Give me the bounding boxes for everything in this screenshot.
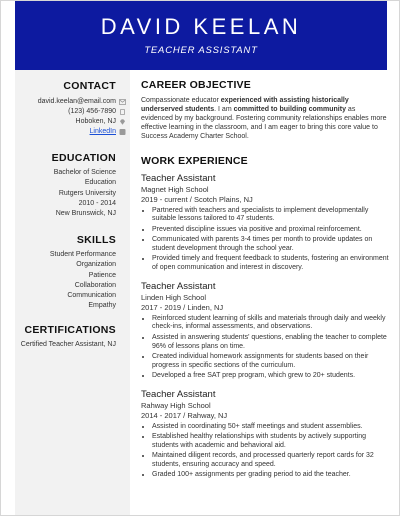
job-entry	[141, 173, 389, 273]
objective-text	[141, 97, 389, 142]
job-entry	[141, 389, 389, 480]
location-icon	[119, 119, 126, 125]
job-bullet: • Partnered with teachers and specialists to implement developmentally suitable lessons tailored to 47 students.	[152, 207, 389, 225]
job-bullet: • Provided timely and frequent feedback to students, fostering an environment of open communication and interest in discovery.	[152, 255, 389, 273]
objective-part: . I am	[214, 105, 234, 113]
job-location: Scotch Plains, NJ	[193, 194, 253, 204]
contact-location	[76, 117, 126, 127]
sidebar	[15, 70, 130, 516]
education-degree: Bachelor of Science	[53, 169, 116, 176]
job-entry	[141, 281, 389, 381]
education-school: Rutgers University	[58, 189, 116, 197]
job-company: Linden High School	[141, 292, 207, 302]
education-list	[54, 168, 116, 219]
education-dates: 2010 - 2014	[78, 199, 116, 207]
contact-heading: CONTACT	[63, 80, 116, 92]
education-location: New Brunswick, NJ	[55, 210, 116, 218]
job-meta: 2014 - 2017 / Rahway, NJ	[141, 410, 228, 420]
location-text: Hoboken, NJ	[75, 118, 116, 125]
contact-email	[38, 97, 126, 107]
job-company: Magnet High School	[141, 184, 209, 194]
candidate-name: DAVID KEELAN	[100, 14, 302, 39]
email-icon	[119, 99, 126, 105]
job-location: Rahway, NJ	[187, 410, 228, 420]
skill-item: Communication	[67, 292, 116, 300]
job-dates: 2019 - current	[141, 194, 188, 204]
certifications-list	[21, 340, 116, 350]
job-meta: 2017 - 2019 / Linden, NJ	[141, 302, 224, 312]
job-bullet: • Established healthy relationships with students by actively supporting students with academic and behavioral aid.	[152, 433, 389, 451]
skill-item: Student Performance	[49, 251, 116, 258]
job-bullet: • Prevented discipline issues via positive and proximal reinforcement.	[152, 226, 389, 235]
objective-heading: CAREER OBJECTIVE	[141, 79, 251, 91]
job-bullets	[141, 315, 389, 381]
experience-heading: WORK EXPERIENCE	[141, 154, 248, 167]
job-bullet: • Communicated with parents 3-4 times per month to provide updates on student development through the school year.	[152, 236, 389, 254]
contact-linkedin[interactable]	[90, 127, 126, 137]
objective-part: Compassionate educator	[141, 97, 221, 104]
job-bullet: • Maintained diligent records, and processed quarterly report cards for 32 students, ensuring accuracy and speed.	[152, 452, 389, 470]
job-bullet: • Assisted in answering students' questions, enabling the teacher to complete 96% of lessons plans on time.	[152, 334, 389, 352]
job-company: Rahway High School	[141, 400, 211, 410]
job-bullets	[141, 423, 389, 480]
objective-emphasis: experienced with assisting historically underserved students	[141, 97, 349, 113]
certifications-heading: CERTIFICATIONS	[24, 324, 116, 336]
certification-item: Certified Teacher Assistant, NJ	[20, 341, 116, 348]
skill-item: Patience	[88, 271, 116, 279]
email-text: david.keelan@email.com	[37, 98, 116, 105]
job-bullet: • Reinforced student learning of skills and materials through daily and weekly check-ins, informal assessments, and observations.	[152, 315, 389, 333]
skills-heading: SKILLS	[76, 234, 116, 246]
education-heading: EDUCATION	[51, 152, 116, 164]
education-field: Education	[84, 179, 116, 187]
linkedin-link[interactable]: LinkedIn	[89, 128, 116, 135]
job-meta: 2019 - current / Scotch Plains, NJ	[141, 194, 253, 204]
phone-icon	[119, 109, 126, 115]
objective-emphasis: committed to building community	[233, 105, 346, 113]
skill-item: Empathy	[88, 302, 116, 310]
job-location: Linden, NJ	[187, 302, 224, 312]
job-title: Teacher Assistant	[141, 388, 216, 400]
job-dates: 2017 - 2019	[141, 302, 182, 312]
skills-list	[50, 250, 116, 312]
contact-phone	[68, 107, 126, 117]
job-title: Teacher Assistant	[141, 280, 216, 292]
candidate-role: TEACHER ASSISTANT	[144, 45, 258, 56]
objective-part: as evidenced by my background. Fostering community relationships enables more effective learning in the classroom, and I am eager to bring this core value to Success Academy Charter School.	[141, 105, 387, 140]
job-bullet: • Assisted in coordinating 50+ staff meetings and student assemblies.	[152, 423, 389, 432]
job-bullets	[141, 207, 389, 273]
job-title: Teacher Assistant	[141, 172, 216, 184]
skill-item: Organization	[76, 261, 116, 269]
resume-header	[15, 1, 387, 70]
job-dates: 2014 - 2017	[141, 410, 182, 420]
main-content	[141, 79, 389, 481]
phone-text: (123) 456-7890	[68, 108, 116, 115]
linkedin-icon[interactable]	[119, 129, 126, 135]
job-bullet: • Developed a free SAT prep program, which grew to 20+ students.	[152, 372, 389, 381]
job-bullet: • Created individual homework assignments for students based on their progress in specific sections of the curriculum.	[152, 353, 389, 371]
skill-item: Collaboration	[74, 281, 116, 289]
job-bullet: • Graded 100+ assignments per grading period to aid the teacher.	[152, 471, 389, 480]
